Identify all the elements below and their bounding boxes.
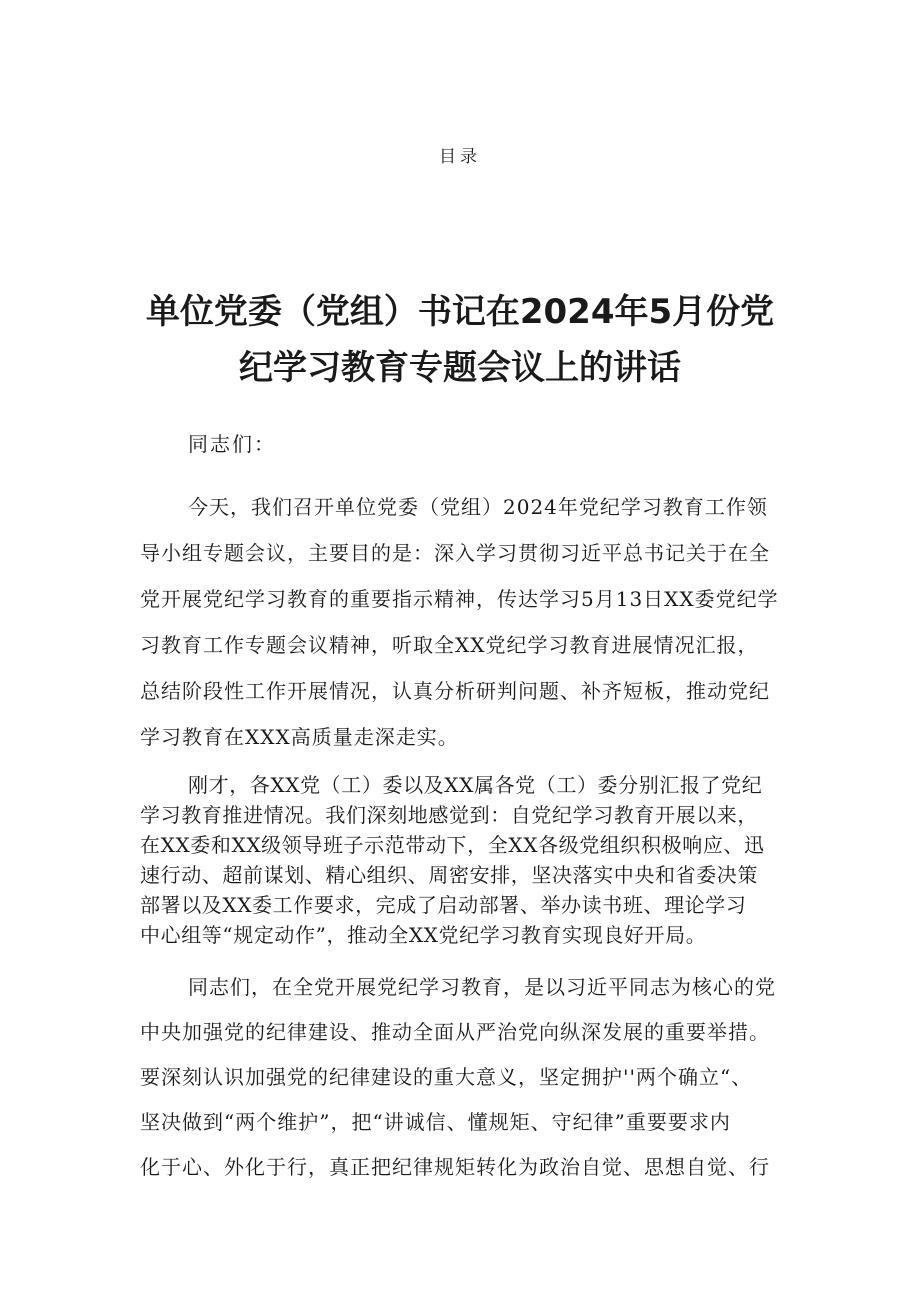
paragraph-3 [140, 965, 780, 1190]
paragraph-2 [140, 770, 780, 950]
paragraph-line: 习教育工作专题会议精神，听取全XX党纪学习教育进展情况汇报， [140, 633, 759, 657]
paragraph-line: 中央加强党的纪律建设、推动全面从严治党向纵深发展的重要举措。 [140, 1020, 770, 1044]
paragraph-line: 刚才，各XX党（工）委以及XX属各党（工）委分别汇报了党纪 [188, 773, 763, 797]
paragraph-line: 坚决做到“两个维护”，把“讲诚信、懂规矩、守纪律”重要要求内 [140, 1110, 731, 1134]
paragraph-line: 在XX委和XX级领导班子示范带动下，全XX各级党组织积极响应、迅 [140, 833, 765, 857]
paragraph-line: 导小组专题会议，主要目的是：深入学习贯彻习近平总书记关于在全 [140, 541, 770, 565]
paragraph-line: 同志们，在全党开展党纪学习教育，是以习近平同志为核心的党 [188, 975, 776, 999]
paragraph-line: 速行动、超前谋划、精心组织、周密安排，坚决落实中央和省委决策 [140, 863, 758, 887]
paragraph-line: 今天，我们召开单位党委（党组）2024年党纪学习教育工作领 [188, 495, 768, 519]
toc-label: 目录 [439, 147, 481, 167]
paragraph-line: 中心组等“规定动作”，推动全XX党纪学习教育实现良好开局。 [140, 923, 707, 947]
paragraph-line: 党开展党纪学习教育的重要指示精神，传达学习5月13日XX委党纪学 [140, 587, 779, 611]
paragraph-line: 要深刻认识加强党的纪律建设的重大意义，坚定拥护''两个确立“、 [140, 1065, 753, 1089]
document-title [140, 284, 780, 396]
paragraph-line: 总结阶段性工作开展情况，认真分析研判问题、补齐短板，推动党纪 [140, 679, 770, 703]
paragraph-line: 学习教育在XXX高质量走深走实。 [140, 725, 459, 749]
paragraph-1 [140, 484, 780, 760]
title-line-1: 单位党委（党组）书记在2024年5月份党 [145, 292, 775, 332]
salutation: 同志们： [188, 432, 276, 456]
paragraph-line: 化于心、外化于行，真正把纪律规矩转化为政治自觉、思想自觉、行 [140, 1155, 770, 1179]
title-line-2: 纪学习教育专题会议上的讲话 [239, 348, 681, 388]
paragraph-line: 部署以及XX委工作要求，完成了启动部署、举办读书班、理论学习 [140, 893, 747, 917]
paragraph-line: 学习教育推进情况。我们深刻地感觉到：自党纪学习教育开展以来， [140, 803, 758, 827]
